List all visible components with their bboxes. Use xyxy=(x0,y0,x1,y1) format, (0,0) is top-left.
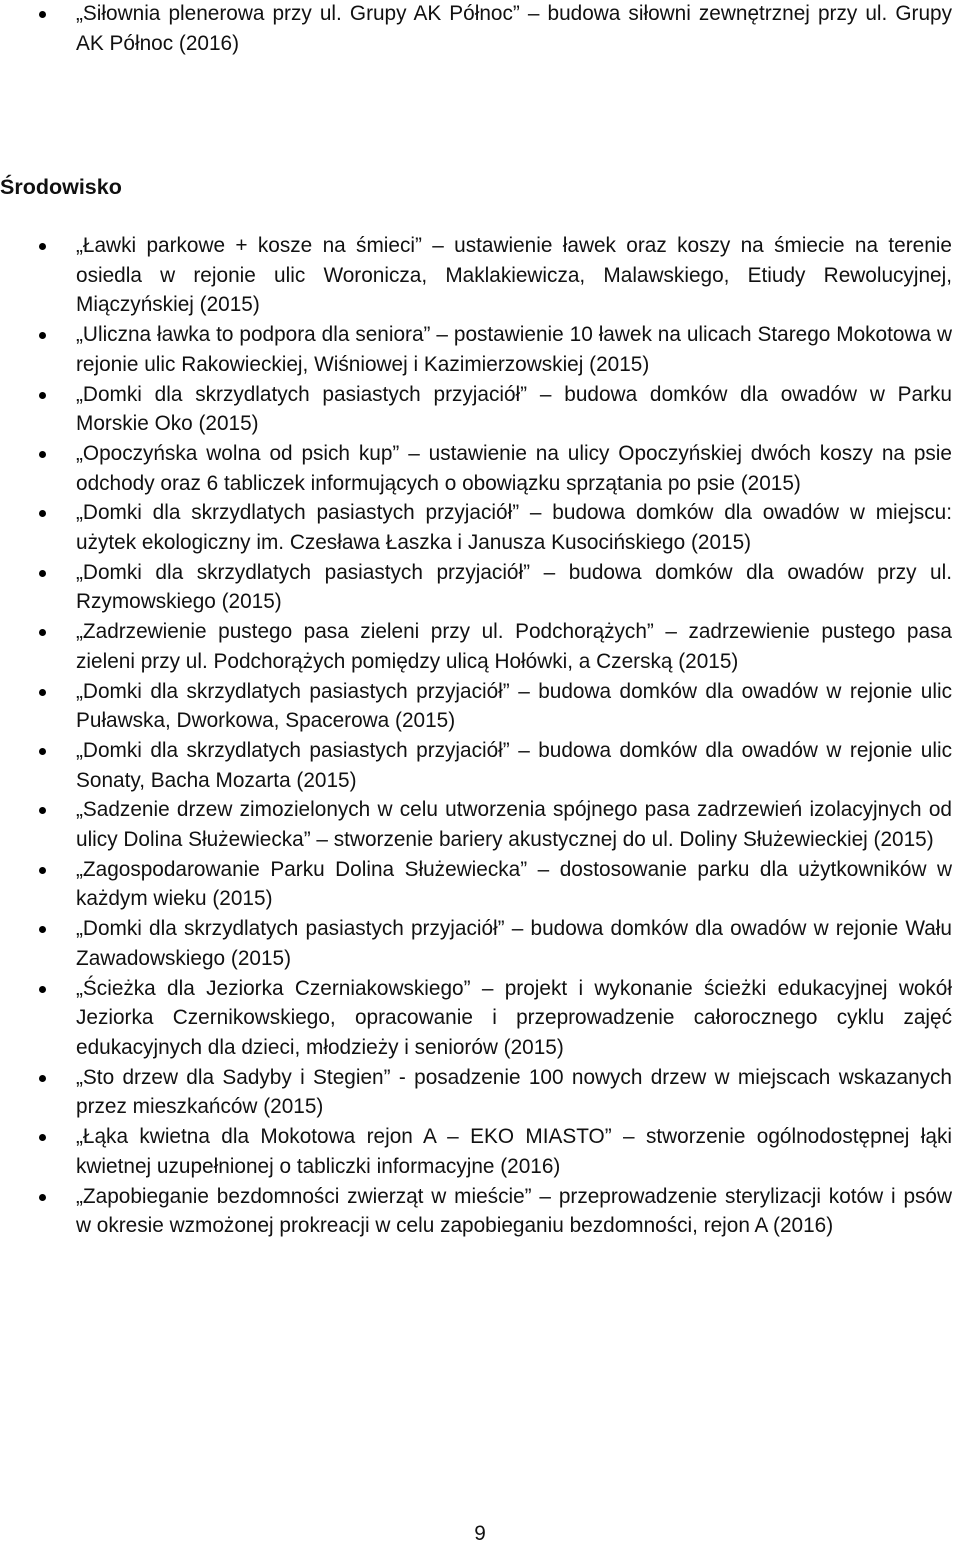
bullet-icon xyxy=(39,748,46,755)
list-item-text: „Łąka kwietna dla Mokotowa rejon A – EKO MIASTO” – stworzenie ogólnodostępnej łąki kwietnej uzupełnionej o tabliczki informacyjne (2016) xyxy=(76,1125,952,1178)
bullet-icon xyxy=(39,867,46,874)
bullet-icon xyxy=(39,392,46,399)
list-item-text: „Domki dla skrzydlatych pasiastych przyjaciół” – budowa domków dla owadów w miejscu: użytek ekologiczny im. Czesława Łaszka i Janusza Kusocińskiego (2015) xyxy=(76,501,952,555)
list-item-text: „Sadzenie drzew zimozielonych w celu utworzenia spójnego pasa zadrzewień izolacyjnych od ulicy Dolina Służewiecka” – stworzenie bariery akustycznej do ul. Doliny Służewieckiej (2015) xyxy=(76,798,952,852)
list-item-text: „Domki dla skrzydlatych pasiastych przyjaciół” – budowa domków dla owadów przy ul. Rzymowskiego (2015) xyxy=(76,560,952,614)
bullet-icon xyxy=(39,11,46,18)
bullet-icon xyxy=(39,689,46,696)
list-item xyxy=(0,380,956,439)
bullet-icon xyxy=(39,1134,46,1141)
list-item xyxy=(0,320,956,379)
bullet-icon xyxy=(39,629,46,636)
list-item-text: „Domki dla skrzydlatych pasiastych przyjaciół” – budowa domków dla owadów w rejonie ulic Puławska, Dworkowa, Spacerowa (2015) xyxy=(76,679,952,733)
list-item xyxy=(0,677,956,736)
list-item xyxy=(0,231,956,320)
list-item-text: „Domki dla skrzydlatych pasiastych przyjaciół” – budowa domków dla owadów w Parku Morskie Oko (2015) xyxy=(76,382,952,436)
bullet-list-environment xyxy=(0,231,956,1241)
list-item-text: „Zapobieganie bezdomności zwierząt w mieście” – przeprowadzenie sterylizacji kotów i psów w okresie wzmożonej prokreacji w celu zapobieganiu bezdomności, rejon A (2016) xyxy=(76,1184,952,1238)
list-item xyxy=(0,0,956,58)
list-item xyxy=(0,617,956,676)
list-item-text: „Sto drzew dla Sadyby i Stegien” - posadzenie 100 nowych drzew w miejscach wskazanych przez mieszkańców (2015) xyxy=(76,1065,952,1119)
list-item xyxy=(0,855,956,914)
list-item-text: „Siłownia plenerowa przy ul. Grupy AK Północ” – budowa siłowni zewnętrznej przy ul. Grupy AK Północ (2016) xyxy=(76,2,952,55)
list-item-text: „Zadrzewienie pustego pasa zieleni przy ul. Podchorążych” – zadrzewienie pustego pasa zieleni przy ul. Podchorążych pomiędzy ulicą Hołówki, a Czerską (2015) xyxy=(76,620,952,673)
list-item xyxy=(0,795,956,854)
list-item-text: „Uliczna ławka to podpora dla seniora” – postawienie 10 ławek na ulicach Starego Mokotowa w rejonie ulic Rakowieckiej, Wiśniowej i Kazimierzowskiej (2015) xyxy=(76,323,952,376)
bullet-icon xyxy=(39,570,46,577)
list-item xyxy=(0,1182,956,1241)
bullet-icon xyxy=(39,926,46,933)
list-item-text: „Opoczyńska wolna od psich kup” – ustawienie na ulicy Opoczyńskiej dwóch koszy na psie odchody oraz 6 tabliczek informujących o obowiązku sprzątania po psie (2015) xyxy=(76,441,952,495)
list-item xyxy=(0,558,956,617)
list-item xyxy=(0,974,956,1063)
bullet-icon xyxy=(39,1194,46,1201)
list-item-text: „Ławki parkowe + kosze na śmieci” – ustawienie ławek oraz koszy na śmiecie na terenie osiedla w rejonie ulic Woronicza, Maklakiewicza, Malawskiego, Etiudy Rewolucyjnej, Miączyńskiej (2015) xyxy=(76,234,952,317)
list-item-text: „Zagospodarowanie Parku Dolina Służewiecka” – dostosowanie parku dla użytkowników w każdym wieku (2015) xyxy=(76,857,952,911)
list-item-text: „Domki dla skrzydlatych pasiastych przyjaciół” – budowa domków dla owadów w rejonie Wału Zawadowskiego (2015) xyxy=(76,917,952,970)
list-item-text: „Ścieżka dla Jeziorka Czerniakowskiego” – projekt i wykonanie ścieżki edukacyjnej wokół Jeziorka Czernikowskiego, opracowanie i przeprowadzenie całorocznego cyklu zajęć edukacyjnych dla dzieci, młodzieży i seniorów (2015) xyxy=(76,976,952,1059)
page-number: 9 xyxy=(474,1522,486,1545)
list-item xyxy=(0,914,956,973)
section-heading: Środowisko xyxy=(0,175,122,199)
bullet-icon xyxy=(39,1075,46,1082)
list-item-text: „Domki dla skrzydlatych pasiastych przyjaciół” – budowa domków dla owadów w rejonie ulic Sonaty, Bacha Mozarta (2015) xyxy=(76,738,952,792)
bullet-icon xyxy=(39,243,46,250)
bullet-icon xyxy=(39,332,46,339)
bullet-list-top xyxy=(0,0,956,58)
bullet-icon xyxy=(39,807,46,814)
bullet-icon xyxy=(39,510,46,517)
list-item xyxy=(0,1063,956,1122)
list-item xyxy=(0,498,956,557)
bullet-icon xyxy=(39,451,46,458)
list-item xyxy=(0,1122,956,1181)
list-item xyxy=(0,439,956,498)
list-item xyxy=(0,736,956,795)
bullet-icon xyxy=(39,986,46,993)
